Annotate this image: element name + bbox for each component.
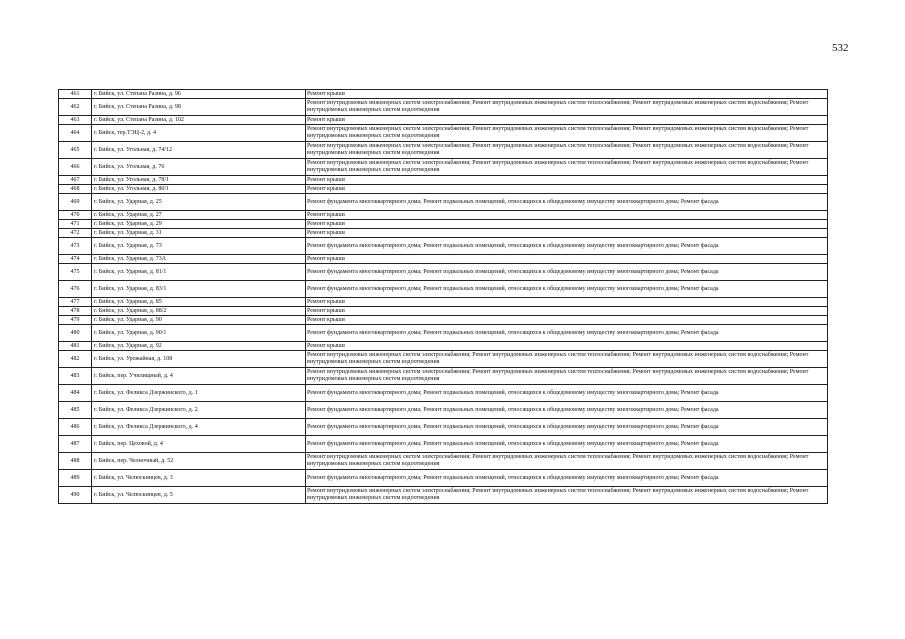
table-row <box>59 264 828 281</box>
address-cell: г. Бийск, ул. Ударная, д. 25 <box>92 194 306 211</box>
row-number-cell: 466 <box>59 159 92 176</box>
address-cell: г. Бийск, ул. Феликса Дзержинского, д. 2 <box>92 402 306 419</box>
address-cell: г. Бийск, ул. Ударная, д. 90/1 <box>92 325 306 342</box>
works-cell: Ремонт фундамента многоквартирного дома; Ремонт подвальных помещений, относящихся к общедомовому имуществу многоквартирного дома; Ремонт фасада <box>306 238 828 255</box>
address-cell: г. Бийск, ул. Ударная, д. 88/2 <box>92 307 306 316</box>
address-cell: г. Бийск, ул. Угольная, д. 74/12 <box>92 142 306 159</box>
table-row <box>59 419 828 436</box>
works-cell: Ремонт фундамента многоквартирного дома; Ремонт подвальных помещений, относящихся к общедомовому имуществу многоквартирного дома; Ремонт фасада <box>306 281 828 298</box>
table-row <box>59 185 828 194</box>
address-cell: г. Бийск, ул. Ударная, д. 73 <box>92 238 306 255</box>
row-number-cell: 483 <box>59 368 92 385</box>
works-cell: Ремонт фундамента многоквартирного дома; Ремонт подвальных помещений, относящихся к общедомовому имуществу многоквартирного дома; Ремонт фасада <box>306 325 828 342</box>
works-cell: Ремонт крыши <box>306 307 828 316</box>
address-cell: г. Бийск, ул. Ударная, д. 73А <box>92 255 306 264</box>
address-cell: г. Бийск, ул. Ударная, д. 92 <box>92 342 306 351</box>
row-number-cell: 467 <box>59 176 92 185</box>
address-cell: г. Бийск, ул. Урожайная, д. 108 <box>92 351 306 368</box>
table-row <box>59 229 828 238</box>
address-cell: г. Бийск, ул. Степана Разина, д. 96 <box>92 90 306 99</box>
works-cell: Ремонт внутридомовых инженерных систем электроснабжения; Ремонт внутридомовых инженерных систем теплоснабжения; Ремонт внутридомовых инженерных систем водоснабжения; Ремонт внутридомовых инженерных систем водоотведения <box>306 125 828 142</box>
address-cell: г. Бийск, пер. Челночный, д. 52 <box>92 453 306 470</box>
row-number-cell: 477 <box>59 298 92 307</box>
works-cell: Ремонт крыши <box>306 116 828 125</box>
works-cell: Ремонт фундамента многоквартирного дома; Ремонт подвальных помещений, относящихся к общедомовому имуществу многоквартирного дома; Ремонт фасада <box>306 264 828 281</box>
row-number-cell: 478 <box>59 307 92 316</box>
works-cell: Ремонт внутридомовых инженерных систем электроснабжения; Ремонт внутридомовых инженерных систем теплоснабжения; Ремонт внутридомовых инженерных систем водоснабжения; Ремонт внутридомовых инженерных систем водоотведения <box>306 368 828 385</box>
address-cell: г. Бийск, тер.ТЭЦ-2, д. 4 <box>92 125 306 142</box>
table-row <box>59 255 828 264</box>
works-cell: Ремонт внутридомовых инженерных систем электроснабжения; Ремонт внутридомовых инженерных систем теплоснабжения; Ремонт внутридомовых инженерных систем водоснабжения; Ремонт внутридомовых инженерных систем водоотведения <box>306 487 828 504</box>
address-cell: г. Бийск, пер. Цеховой, д. 4 <box>92 436 306 453</box>
row-number-cell: 490 <box>59 487 92 504</box>
works-cell: Ремонт крыши <box>306 185 828 194</box>
table-row <box>59 281 828 298</box>
address-cell: г. Бийск, ул. Угольная, д. 80/1 <box>92 185 306 194</box>
row-number-cell: 484 <box>59 385 92 402</box>
works-cell: Ремонт крыши <box>306 298 828 307</box>
address-cell: г. Бийск, ул. Ударная, д. 27 <box>92 211 306 220</box>
table-row <box>59 90 828 99</box>
address-cell: г. Бийск, ул. Угольная, д. 76 <box>92 159 306 176</box>
row-number-cell: 469 <box>59 194 92 211</box>
works-cell: Ремонт фундамента многоквартирного дома; Ремонт подвальных помещений, относящихся к общедомовому имуществу многоквартирного дома; Ремонт фасада <box>306 402 828 419</box>
works-cell: Ремонт фундамента многоквартирного дома; Ремонт подвальных помещений, относящихся к общедомовому имуществу многоквартирного дома; Ремонт фасада <box>306 470 828 487</box>
address-cell: г. Бийск, ул. Челюскинцев, д. 5 <box>92 487 306 504</box>
works-cell: Ремонт внутридомовых инженерных систем электроснабжения; Ремонт внутридомовых инженерных систем теплоснабжения; Ремонт внутридомовых инженерных систем водоснабжения; Ремонт внутридомовых инженерных систем водоотведения <box>306 142 828 159</box>
table-row <box>59 351 828 368</box>
address-cell: г. Бийск, ул. Феликса Дзержинского, д. 4 <box>92 419 306 436</box>
table-row <box>59 453 828 470</box>
table-row <box>59 211 828 220</box>
table-row <box>59 125 828 142</box>
row-number-cell: 486 <box>59 419 92 436</box>
table-row <box>59 116 828 125</box>
works-cell: Ремонт внутридомовых инженерных систем электроснабжения; Ремонт внутридомовых инженерных систем теплоснабжения; Ремонт внутридомовых инженерных систем водоснабжения; Ремонт внутридомовых инженерных систем водоотведения <box>306 351 828 368</box>
row-number-cell: 479 <box>59 316 92 325</box>
works-cell: Ремонт крыши <box>306 342 828 351</box>
repair-works-table <box>58 89 828 504</box>
table-row <box>59 470 828 487</box>
row-number-cell: 462 <box>59 99 92 116</box>
row-number-cell: 461 <box>59 90 92 99</box>
works-cell: Ремонт крыши <box>306 255 828 264</box>
row-number-cell: 471 <box>59 220 92 229</box>
address-cell: г. Бийск, ул. Степана Разина, д. 102 <box>92 116 306 125</box>
table-body <box>59 90 828 504</box>
table-row <box>59 238 828 255</box>
address-cell: г. Бийск, ул. Степана Разина, д. 98 <box>92 99 306 116</box>
works-cell: Ремонт крыши <box>306 211 828 220</box>
table-row <box>59 385 828 402</box>
table-row <box>59 298 828 307</box>
row-number-cell: 472 <box>59 229 92 238</box>
address-cell: г. Бийск, ул. Ударная, д. 29 <box>92 220 306 229</box>
works-cell: Ремонт фундамента многоквартирного дома; Ремонт подвальных помещений, относящихся к общедомовому имуществу многоквартирного дома; Ремонт фасада <box>306 419 828 436</box>
table-row <box>59 342 828 351</box>
address-cell: г. Бийск, ул. Ударная, д. 90 <box>92 316 306 325</box>
table-row <box>59 159 828 176</box>
row-number-cell: 487 <box>59 436 92 453</box>
table-row <box>59 368 828 385</box>
table-row <box>59 436 828 453</box>
row-number-cell: 465 <box>59 142 92 159</box>
row-number-cell: 464 <box>59 125 92 142</box>
works-cell: Ремонт внутридомовых инженерных систем электроснабжения; Ремонт внутридомовых инженерных систем теплоснабжения; Ремонт внутридомовых инженерных систем водоснабжения; Ремонт внутридомовых инженерных систем водоотведения <box>306 99 828 116</box>
table-row <box>59 325 828 342</box>
works-cell: Ремонт крыши <box>306 176 828 185</box>
row-number-cell: 480 <box>59 325 92 342</box>
row-number-cell: 476 <box>59 281 92 298</box>
table-row <box>59 402 828 419</box>
works-cell: Ремонт внутридомовых инженерных систем электроснабжения; Ремонт внутридомовых инженерных систем теплоснабжения; Ремонт внутридомовых инженерных систем водоснабжения; Ремонт внутридомовых инженерных систем водоотведения <box>306 453 828 470</box>
works-cell: Ремонт крыши <box>306 220 828 229</box>
works-cell: Ремонт фундамента многоквартирного дома; Ремонт подвальных помещений, относящихся к общедомовому имуществу многоквартирного дома; Ремонт фасада <box>306 436 828 453</box>
address-cell: г. Бийск, ул. Ударная, д. 81/1 <box>92 264 306 281</box>
table-row <box>59 99 828 116</box>
address-cell: г. Бийск, ул. Челюскинцев, д. 3 <box>92 470 306 487</box>
table-row <box>59 142 828 159</box>
row-number-cell: 489 <box>59 470 92 487</box>
row-number-cell: 474 <box>59 255 92 264</box>
row-number-cell: 468 <box>59 185 92 194</box>
address-cell: г. Бийск, ул. Ударная, д. 85 <box>92 298 306 307</box>
row-number-cell: 473 <box>59 238 92 255</box>
address-cell: г. Бийск, пер. Училищный, д. 4 <box>92 368 306 385</box>
address-cell: г. Бийск, ул. Ударная, д. 31 <box>92 229 306 238</box>
table-row <box>59 487 828 504</box>
row-number-cell: 470 <box>59 211 92 220</box>
table-row <box>59 194 828 211</box>
works-cell: Ремонт крыши <box>306 90 828 99</box>
row-number-cell: 463 <box>59 116 92 125</box>
row-number-cell: 481 <box>59 342 92 351</box>
table-row <box>59 307 828 316</box>
works-cell: Ремонт внутридомовых инженерных систем электроснабжения; Ремонт внутридомовых инженерных систем теплоснабжения; Ремонт внутридомовых инженерных систем водоснабжения; Ремонт внутридомовых инженерных систем водоотведения <box>306 159 828 176</box>
works-cell: Ремонт крыши <box>306 316 828 325</box>
row-number-cell: 475 <box>59 264 92 281</box>
address-cell: г. Бийск, ул. Феликса Дзержинского, д. 1 <box>92 385 306 402</box>
address-cell: г. Бийск, ул. Угольная, д. 78/1 <box>92 176 306 185</box>
works-cell: Ремонт фундамента многоквартирного дома; Ремонт подвальных помещений, относящихся к общедомовому имуществу многоквартирного дома; Ремонт фасада <box>306 194 828 211</box>
works-cell: Ремонт фундамента многоквартирного дома; Ремонт подвальных помещений, относящихся к общедомовому имуществу многоквартирного дома; Ремонт фасада <box>306 385 828 402</box>
works-cell: Ремонт крыши <box>306 229 828 238</box>
row-number-cell: 485 <box>59 402 92 419</box>
address-cell: г. Бийск, ул. Ударная, д. 83/1 <box>92 281 306 298</box>
table-row <box>59 316 828 325</box>
table-row <box>59 220 828 229</box>
table-row <box>59 176 828 185</box>
row-number-cell: 482 <box>59 351 92 368</box>
row-number-cell: 488 <box>59 453 92 470</box>
page-number: 532 <box>832 42 849 54</box>
